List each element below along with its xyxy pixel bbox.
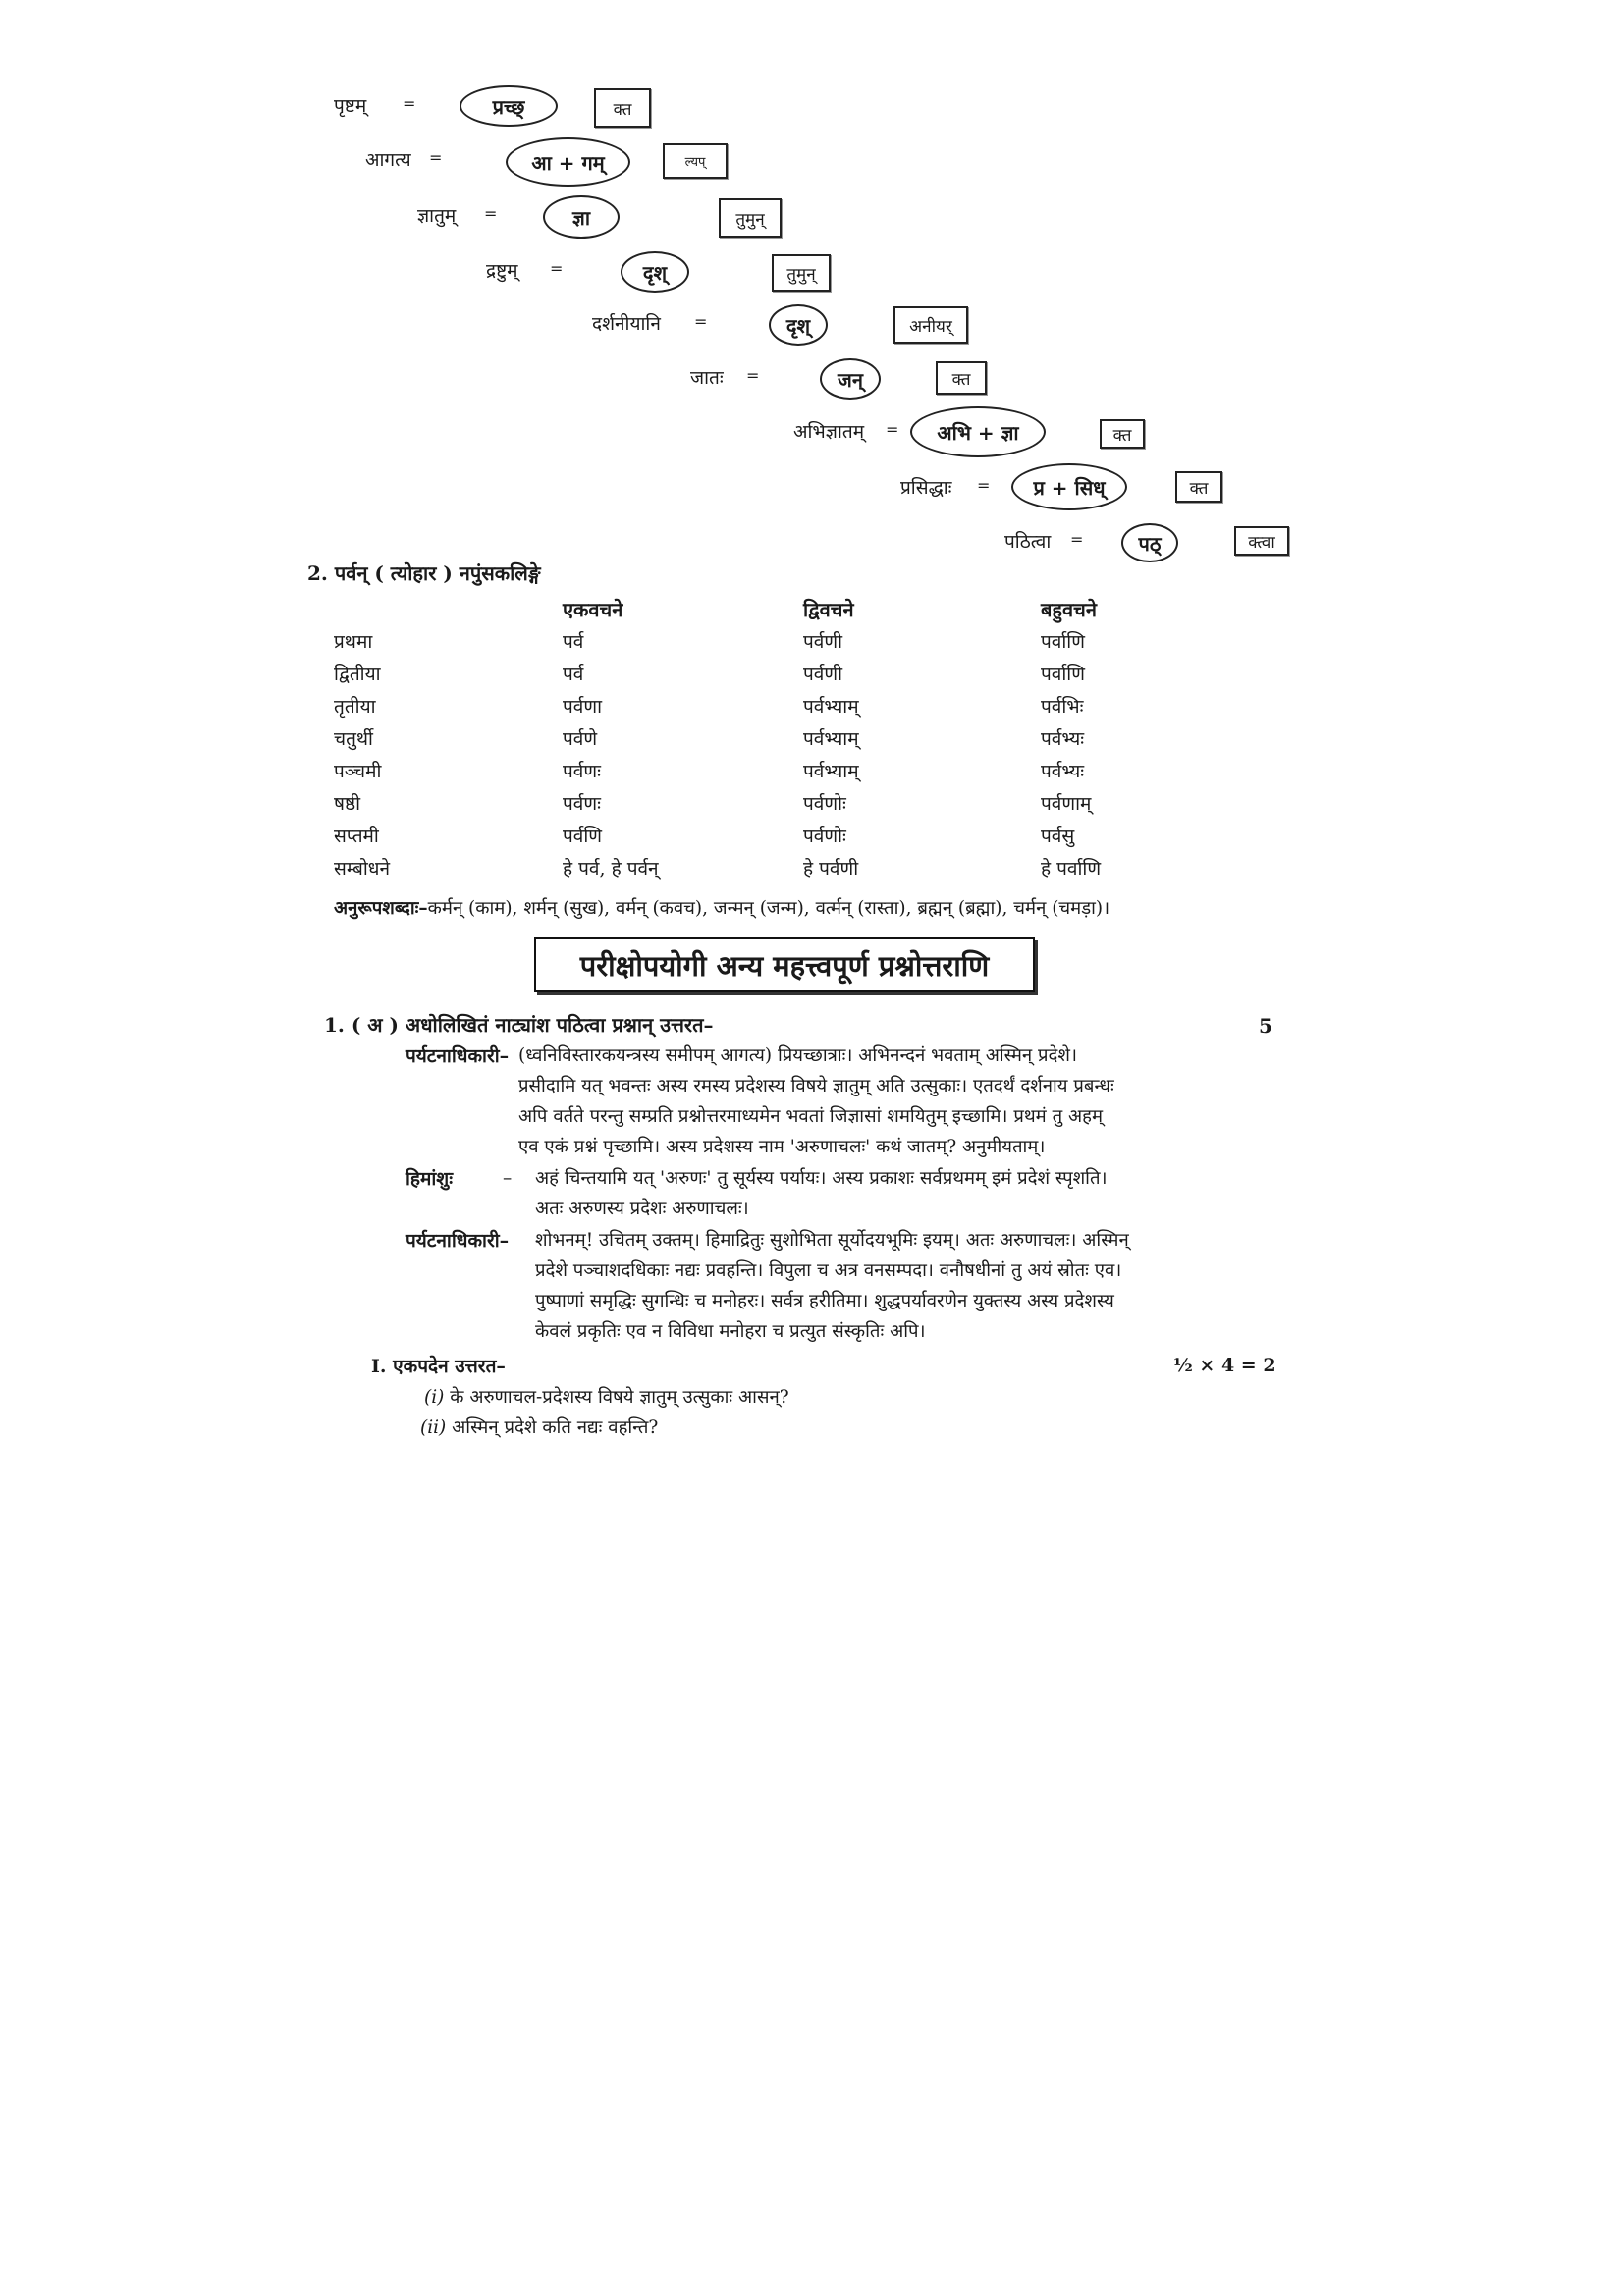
column-header: द्विवचने bbox=[803, 598, 854, 621]
suffix-text: अनीयर् bbox=[909, 316, 952, 337]
case-name: सप्तमी bbox=[334, 826, 379, 847]
sub-question bbox=[420, 1415, 658, 1439]
root-text: ज्ञा bbox=[572, 205, 590, 230]
derived-word: आगत्य bbox=[365, 149, 411, 171]
cell: पर्वभ्यः bbox=[1041, 761, 1085, 782]
equals-sign: = bbox=[429, 148, 443, 167]
suffix-text: क्त bbox=[613, 99, 632, 120]
cell: पर्वभ्यः bbox=[1041, 728, 1085, 750]
cell: पर्वभ्याम् bbox=[803, 696, 859, 718]
equals-sign: = bbox=[886, 420, 899, 439]
dialogue-line: अतः अरुणस्य प्रदेशः अरुणाचलः। bbox=[535, 1199, 749, 1219]
derived-word: ज्ञातुम् bbox=[417, 205, 457, 227]
cell: पर्वणि bbox=[563, 826, 603, 847]
cell: पर्वसु bbox=[1041, 826, 1075, 847]
derived-word: पृष्टम् bbox=[334, 95, 367, 117]
case-name: सम्बोधने bbox=[334, 858, 391, 880]
cell: पर्वणा bbox=[563, 696, 603, 718]
cell: पर्वणोः bbox=[803, 826, 846, 847]
equals-sign: = bbox=[403, 94, 416, 113]
root-oval bbox=[910, 406, 1046, 457]
root-text: प्र + सिध् bbox=[1033, 475, 1106, 500]
speaker-label: हिमांशुः bbox=[406, 1168, 454, 1190]
dialogue-dash: – bbox=[503, 1168, 513, 1189]
dialogue-line: अहं चिन्तयामि यत् 'अरुणः' तु सूर्यस्य पर्यायः। अस्य प्रकाशः सर्वप्रथमम् इमं प्रदेशं स्पृशति। bbox=[535, 1168, 1108, 1189]
root-oval bbox=[1011, 463, 1127, 510]
cell: हे पर्वणी bbox=[803, 858, 859, 880]
derived-word: दर्शनीयानि bbox=[592, 313, 661, 335]
cell: हे पर्वाणि bbox=[1041, 858, 1102, 880]
equals-sign: = bbox=[977, 476, 991, 495]
suffix-box bbox=[1175, 471, 1222, 503]
dialogue-line: अपि वर्तते परन्तु सम्प्रति प्रश्नोत्तरमाध्यमेन भवतां जिज्ञासां शमयितुम् इच्छामि। प्रथमं तु अहम् bbox=[518, 1106, 1104, 1127]
equals-sign: = bbox=[484, 204, 498, 223]
root-oval bbox=[543, 195, 620, 239]
cell: पर्व bbox=[563, 664, 584, 685]
derived-word: प्रसिद्धाः bbox=[900, 477, 952, 499]
suffix-text: क्त bbox=[1112, 425, 1132, 446]
sub-question bbox=[424, 1384, 789, 1409]
sub-question-number: (i) bbox=[424, 1387, 445, 1408]
cell: पर्वणोः bbox=[803, 793, 846, 815]
cell: पर्वणी bbox=[803, 631, 843, 653]
cell: पर्वाणि bbox=[1041, 631, 1085, 653]
speaker-label: पर्यटनाधिकारी– bbox=[406, 1230, 510, 1252]
subpart-label: I. एकपदेन उत्तरत– bbox=[371, 1356, 506, 1377]
root-text: आ + गम् bbox=[531, 150, 605, 175]
case-name: चतुर्थी bbox=[334, 728, 373, 750]
dialogue-line: (ध्वनिविस्तारकयन्त्रस्य समीपम् आगत्य) प्रियच्छात्राः। अभिनन्दनं भवताम् अस्मिन् प्रदेशे। bbox=[518, 1045, 1077, 1066]
dialogue-line: प्रसीदामि यत् भवन्तः अस्य रमस्य प्रदेशस्य विषये ज्ञातुम् अति उत्सुकाः। एतदर्थं दर्शनाय प्रबन्धः bbox=[518, 1076, 1114, 1096]
suffix-box bbox=[663, 143, 728, 179]
similar-words-line bbox=[334, 895, 1109, 920]
cell: हे पर्व, हे पर्वन् bbox=[563, 858, 659, 880]
equals-sign: = bbox=[746, 366, 760, 385]
case-name: तृतीया bbox=[334, 696, 376, 718]
root-text: दृश् bbox=[785, 313, 811, 338]
case-name: प्रथमा bbox=[334, 631, 373, 653]
derived-word: जातः bbox=[690, 367, 724, 389]
suffix-text: तुमुन् bbox=[786, 264, 816, 285]
similar-words-label: अनुरूपशब्दाः– bbox=[334, 898, 428, 919]
cell: पर्वणे bbox=[563, 728, 598, 750]
dialogue-line: एव एकं प्रश्नं पृच्छामि। अस्य प्रदेशस्य नाम 'अरुणाचलः' कथं जातम्? अनुमीयताम्। bbox=[518, 1137, 1046, 1157]
question-heading: 1. ( अ ) अधोलिखितं नाट्यांश पठित्वा प्रश्नान् उत्तरत– bbox=[324, 1013, 714, 1037]
root-text: जन् bbox=[838, 367, 863, 392]
suffix-text: तुमुन् bbox=[735, 209, 765, 230]
root-oval bbox=[621, 251, 689, 293]
root-text: दृश् bbox=[642, 260, 668, 285]
suffix-box bbox=[594, 88, 651, 128]
derived-word: अभिज्ञातम् bbox=[793, 421, 865, 443]
root-text: पठ् bbox=[1138, 531, 1162, 556]
suffix-box bbox=[936, 361, 987, 395]
column-header: बहुवचने bbox=[1041, 598, 1097, 621]
root-oval bbox=[820, 358, 881, 400]
suffix-text: क्त bbox=[1189, 478, 1209, 499]
question-marks: 5 bbox=[1259, 1014, 1272, 1038]
root-oval bbox=[506, 137, 630, 187]
sub-question-number: (ii) bbox=[420, 1417, 447, 1438]
equals-sign: = bbox=[1070, 530, 1084, 549]
equals-sign: = bbox=[694, 312, 708, 331]
suffix-box bbox=[772, 254, 831, 292]
suffix-box bbox=[893, 306, 968, 344]
section-title: परीक्षोपयोगी अन्य महत्त्वपूर्ण प्रश्नोत्तराणि bbox=[579, 948, 990, 983]
column-header: एकवचने bbox=[563, 598, 623, 621]
section-title-box bbox=[534, 937, 1035, 992]
cell: पर्वणाम् bbox=[1041, 793, 1092, 815]
cell: पर्वभ्याम् bbox=[803, 761, 859, 782]
dialogue-line: शोभनम्! उचितम् उक्तम्। हिमाद्रितुः सुशोभिता सूर्योदयभूमिः इयम्। अतः अरुणाचलः। अस्मिन् bbox=[535, 1230, 1129, 1251]
suffix-text: क्त्वा bbox=[1248, 532, 1275, 553]
suffix-text: क्त bbox=[951, 369, 971, 390]
cell: पर्वणः bbox=[563, 793, 601, 815]
dialogue-line: पुष्पाणां समृद्धिः सुगन्धिः च मनोहरः। सर्वत्र हरीतिमा। शुद्धपर्यावरणेन युक्तस्य अस्य प्रदेशस्य bbox=[535, 1291, 1114, 1311]
suffix-box bbox=[1234, 526, 1289, 556]
case-name: पञ्चमी bbox=[334, 761, 382, 782]
dialogue-line: प्रदेशे पञ्चाशदधिकाः नद्यः प्रवहन्ति। विपुला च अत्र वनसम्पदा। वनौषधीनां तु अयं स्रोतः एव। bbox=[535, 1260, 1122, 1281]
cell: पर्व bbox=[563, 631, 584, 653]
root-text: प्रच्छ् bbox=[492, 94, 525, 119]
sub-question-text: के अरुणाचल-प्रदेशस्य विषये ज्ञातुम् उत्सुकाः आसन्? bbox=[450, 1387, 789, 1408]
root-oval bbox=[460, 85, 558, 127]
suffix-box bbox=[1100, 419, 1145, 449]
case-name: द्वितीया bbox=[334, 664, 381, 685]
root-oval bbox=[769, 304, 828, 346]
cell: पर्वणी bbox=[803, 664, 843, 685]
cell: पर्वाणि bbox=[1041, 664, 1085, 685]
equals-sign: = bbox=[550, 259, 564, 278]
derived-word: द्रष्टुम् bbox=[486, 260, 518, 282]
case-name: षष्ठी bbox=[334, 793, 361, 815]
sub-question-text: अस्मिन् प्रदेशे कति नद्यः वहन्ति? bbox=[452, 1417, 659, 1438]
root-oval bbox=[1121, 523, 1178, 562]
cell: पर्वभिः bbox=[1041, 696, 1084, 718]
subpart-marks: ½ × 4 = 2 bbox=[1173, 1355, 1276, 1376]
similar-words-list: कर्मन् (काम), शर्मन् (सुख), वर्मन् (कवच), जन्मन् (जन्म), वर्त्मन् (रास्ता), ब्रह्मन् (ब्रह्मा), चर्मन् (चमड़ा)। bbox=[427, 898, 1110, 919]
cell: पर्वभ्याम् bbox=[803, 728, 859, 750]
derived-word: पठित्वा bbox=[1004, 531, 1052, 553]
cell: पर्वणः bbox=[563, 761, 601, 782]
dialogue-line: केवलं प्रकृतिः एव न विविधा मनोहरा च प्रत्युत संस्कृतिः अपि। bbox=[535, 1321, 926, 1342]
speaker-label: पर्यटनाधिकारी– bbox=[406, 1045, 510, 1067]
suffix-box bbox=[719, 198, 782, 238]
suffix-text: ल्यप् bbox=[684, 155, 706, 170]
root-text: अभि + ज्ञा bbox=[937, 420, 1019, 445]
declension-heading: 2. पर्वन् ( त्योहार ) नपुंसकलिङ्गे bbox=[307, 561, 541, 585]
